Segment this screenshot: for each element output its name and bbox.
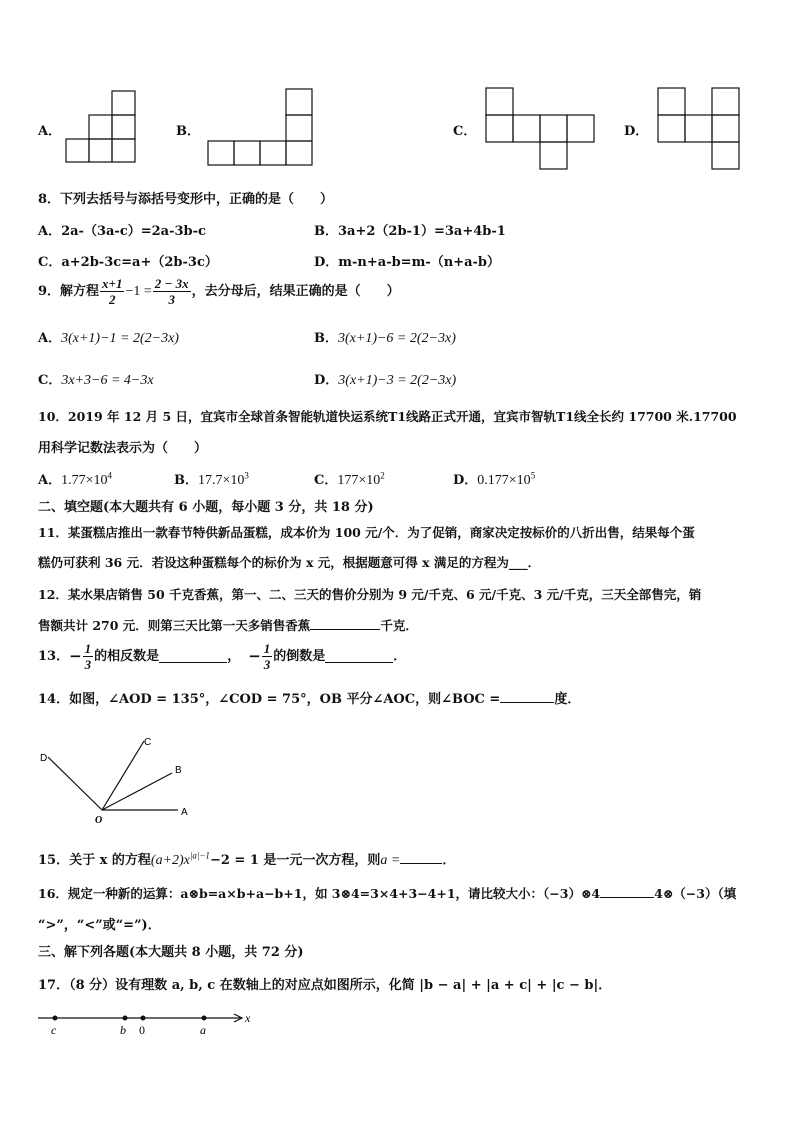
q9-number: 9．解方程 (38, 284, 100, 299)
q13: 13．− $\frac{1}{3}$ 的相反数是 ， − $\frac{1}{3}$ 的倒数是 ． (38, 641, 407, 672)
q16-line-1: 16．规定一种新的运算：a⊗b=a×b+a−b+1，如 3⊗4=3×4+3−4+1，请比较大小：（−3）⊗4 4⊗（−3）（填 (38, 886, 737, 901)
q9-mid: −1 = (125, 284, 152, 299)
q12-line-1: 12．某水果店销售 50 千克香蕉，第一、二、三天的售价分别为 9 元/千克、6 元/千克、3 元/千克，三天全部售完，销 (38, 587, 702, 602)
q7-option-a-label: A． (38, 124, 62, 139)
q9-fraction-right: $\frac{2 - 3x}{3}$ (154, 276, 189, 307)
q14-angle-figure (36, 735, 206, 825)
q10-line-2: 用科学记数法表示为（ ） (38, 441, 208, 456)
q11-line-1: 11．某蛋糕店推出一款春节特供新品蛋糕，成本价为 100 元/个．为了促销，商家决定按标价的八折出售，结果每个蛋 (38, 525, 695, 540)
q8-option-a: A．2a-（3a-c）=2a-3b-c (38, 224, 206, 239)
q14-label-d: D (40, 753, 48, 764)
q17-label-x: x (245, 1011, 251, 1025)
q8-option-c: C．a+2b-3c=a+（2b-3c） (38, 255, 218, 270)
q10-option-d: D．$0.177\times 10^5$ (453, 470, 536, 488)
q9-option-d: D．3(x+1)−3 = 2(2−3x) (314, 373, 457, 388)
q7-option-b-label: B． (176, 124, 200, 139)
q13-fraction-2: $\frac{1}{3}$ (263, 641, 271, 672)
q10-line-1: 10．2019 年 12 月 5 日，宜宾市全球首条智能轨道快运系统T1线路正式开通，宜宾市智轨T1线全长约 17700 米.17700 (38, 409, 737, 424)
q7-figure-b (206, 87, 316, 167)
section-2-heading: 二、填空题(本大题共有 6 小题，每小题 3 分，共 18 分) (38, 500, 374, 515)
q10-option-a: A．$1.77\times 10^4$ (38, 470, 112, 488)
q17-text: 17．（8 分）设有理数 a, b, c 在数轴上的对应点如图所示，化简 |b − a| + |a + c| + |c − b|． (38, 978, 612, 993)
q13-answer-blank-2[interactable] (325, 650, 393, 663)
q13-answer-blank-1[interactable] (159, 650, 227, 663)
q9-option-a: A．3(x+1)−1 = 2(2−3x) (38, 331, 179, 346)
q7-figure-c (484, 86, 599, 171)
q10-option-b: B．$17.7\times 10^3$ (174, 470, 249, 488)
q8-option-b: B．3a+2（2b-1）=3a+4b-1 (314, 224, 506, 239)
q12-line-2: 售额共计 270 元．则第三天比第一天多销售香蕉 千克． (38, 618, 418, 633)
q13-fraction-1: $\frac{1}{3}$ (84, 641, 92, 672)
q12-answer-blank[interactable] (310, 617, 380, 630)
q10-option-c: C．$177\times 10^2$ (314, 470, 385, 488)
q9-fraction-left: $\frac{x+1}{2}$ (102, 276, 123, 307)
q14-text: 14．如图，∠AOD = 135°，∠COD = 75°，OB 平分∠AOC，则∠BOC = 度． (38, 692, 581, 707)
q14-label-a: A (181, 807, 188, 818)
q7-figure-a (64, 89, 144, 164)
q9-option-b: B．3(x+1)−6 = 2(2−3x) (314, 331, 456, 346)
q15: 15．关于 x 的方程$(a+2)x^{|a|-1}-2 = 1$ 是一元一次方程，则a = ． (38, 850, 456, 868)
q17-label-c: c (51, 1023, 57, 1037)
q16-answer-blank[interactable] (600, 885, 654, 898)
q7-option-c-label: C． (453, 124, 477, 139)
q8-stem: 8．下列去括号与添括号变形中，正确的是（ ） (38, 192, 334, 207)
section-3-heading: 三、解下列各题(本大题共 8 小题，共 72 分) (38, 945, 304, 960)
q9-option-c: C．3x+3−6 = 4−3x (38, 373, 154, 388)
q9-tail: ，去分母后，结果正确的是（ ） (191, 284, 400, 299)
q16-line-2: “>”，“<”或“=”)． (38, 918, 161, 933)
q14-label-o: O (95, 815, 103, 825)
q7-option-d-label: D． (624, 124, 649, 139)
q8-option-d: D．m-n+a-b=m-（n+a-b） (314, 255, 500, 270)
q14-label-c: C (144, 737, 152, 748)
q17-label-a: a (200, 1023, 206, 1037)
q17-label-0: 0 (139, 1023, 145, 1037)
q17-number-line (36, 1008, 266, 1040)
q7-figure-d (656, 86, 746, 171)
q9-stem (38, 276, 400, 307)
q14-answer-blank[interactable] (500, 690, 554, 703)
q17-label-b: b (120, 1023, 126, 1037)
q15-answer-blank[interactable] (400, 851, 442, 864)
q14-label-b: B (175, 765, 182, 776)
q11-line-2: 糕仍可获利 36 元．若设这种蛋糕每个的标价为 x 元，根据题意可得 x 满足的方程为___． (38, 555, 541, 570)
